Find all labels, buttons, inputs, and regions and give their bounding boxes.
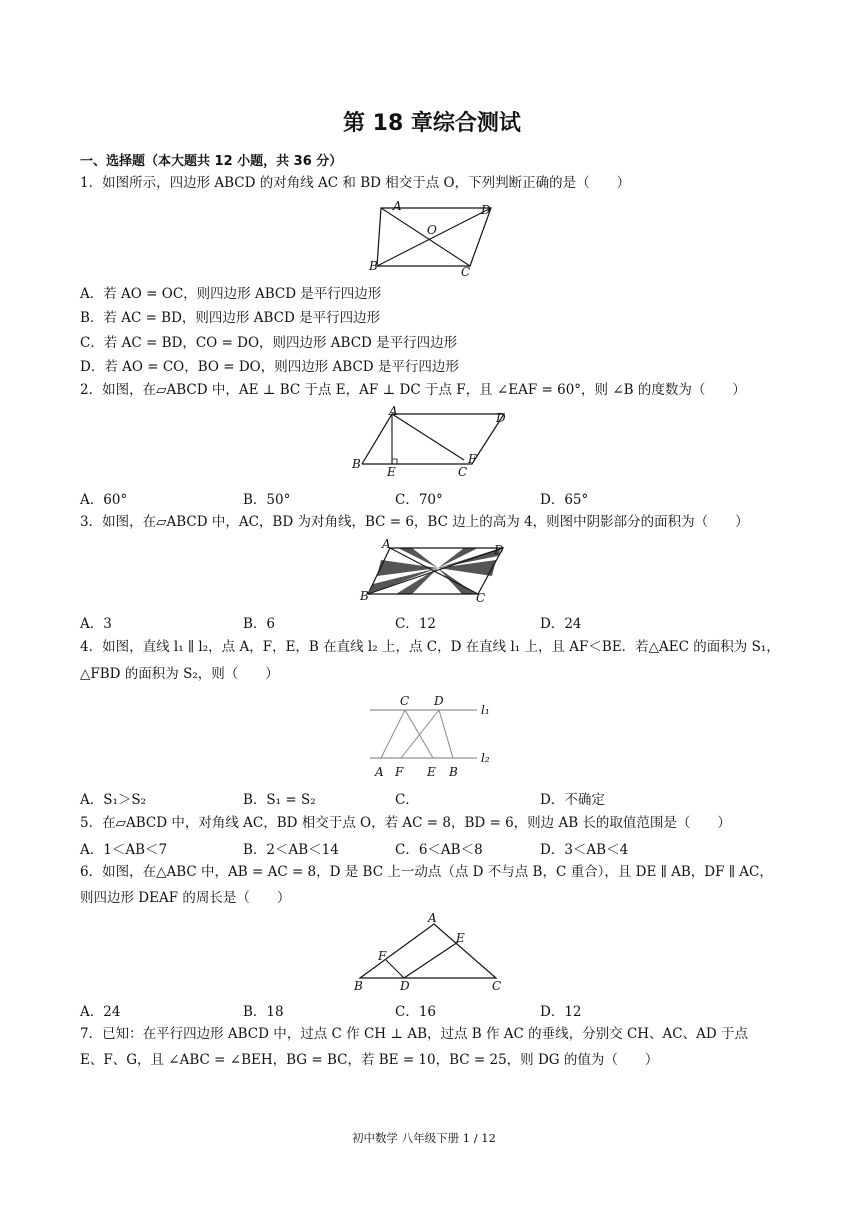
q6-option-a: A．24 bbox=[80, 1004, 121, 1020]
q1-option-d: D．若 AO = CO，BO = DO，则四边形 ABCD 是平行四边形 bbox=[80, 359, 459, 375]
q4-label-l1: l₁ bbox=[481, 703, 490, 717]
page-footer: 初中数学 八年级下册 1 / 12 bbox=[352, 1131, 496, 1145]
q5-option-c: C．6＜AB＜8 bbox=[395, 842, 483, 858]
q4-label-b: B bbox=[449, 765, 458, 779]
q7-stem-line2: E、F、G，且 ∠ABC = ∠BEH，BG = BC，若 BE = 10，BC = 25，则 DG 的值为（ ） bbox=[80, 1052, 659, 1068]
q1-label-d: D bbox=[481, 203, 491, 217]
q6-label-e: E bbox=[456, 931, 465, 945]
q4-option-d: D．不确定 bbox=[540, 792, 605, 808]
q6-stem-line2: 则四边形 DEAF 的周长是（ ） bbox=[80, 890, 291, 906]
q2-label-d: D bbox=[496, 411, 506, 425]
page-title: 第 18 章综合测试 bbox=[343, 111, 521, 136]
q5-stem: 5．在▱ABCD 中，对角线 AC，BD 相交于点 O，若 AC = 8，BD = 6，则边 AB 长的取值范围是（ ） bbox=[80, 815, 731, 831]
q2-label-a: A bbox=[389, 406, 398, 418]
q2-label-e: E bbox=[387, 465, 396, 479]
q6-stem-line1: 6．如图，在△ABC 中，AB = AC = 8，D 是 BC 上一动点（点 D 不与点 B，C 重合），且 DE ∥ AB，DF ∥ AC， bbox=[80, 864, 773, 880]
q1-option-a: A．若 AO = OC，则四边形 ABCD 是平行四边形 bbox=[80, 286, 382, 302]
q2-option-c: C．70° bbox=[395, 492, 443, 508]
q4-label-d: D bbox=[434, 694, 444, 708]
q4-label-e: E bbox=[427, 765, 436, 779]
q2-option-b: B．50° bbox=[243, 492, 291, 508]
q3-label-d: D bbox=[494, 543, 504, 557]
q6-figure bbox=[350, 910, 510, 995]
q2-label-c: C bbox=[458, 465, 468, 479]
q4-stem-line1: 4．如图，直线 l₁ ∥ l₂，点 A，F，E，B 在直线 l₂ 上，点 C，D 在直线 l₁ 上，且 AF＜BE．若△AEC 的面积为 S₁， bbox=[80, 639, 780, 655]
q4-figure bbox=[365, 690, 505, 780]
q5-option-b: B．2＜AB＜14 bbox=[243, 842, 339, 858]
q5-option-d: D．3＜AB＜4 bbox=[540, 842, 629, 858]
q2-label-b: B bbox=[352, 457, 361, 471]
q3-option-b: B．6 bbox=[243, 616, 276, 632]
q3-option-d: D．24 bbox=[540, 616, 582, 632]
q1-label-a: A bbox=[393, 199, 402, 213]
q2-figure bbox=[352, 406, 512, 481]
q6-option-c: C．16 bbox=[395, 1004, 437, 1020]
q4-option-b: B．S₁ = S₂ bbox=[243, 792, 316, 808]
q6-label-a: A bbox=[428, 911, 437, 925]
q4-option-a: A．S₁＞S₂ bbox=[80, 792, 147, 808]
q4-label-f: F bbox=[395, 765, 404, 779]
section-heading: 一、选择题（本大题共 12 小题，共 36 分） bbox=[80, 154, 343, 169]
q4-label-c: C bbox=[400, 694, 410, 708]
q1-figure bbox=[365, 198, 495, 278]
q4-stem-line2: △FBD 的面积为 S₂，则（ ） bbox=[80, 666, 279, 682]
q3-stem: 3．如图，在▱ABCD 中，AC，BD 为对角线，BC = 6，BC 边上的高为 4，则图中阴影部分的面积为（ ） bbox=[80, 514, 749, 530]
q7-stem-line1: 7．已知：在平行四边形 ABCD 中，过点 C 作 CH ⊥ AB，过点 B 作 AC 的垂线，分别交 CH、AC、AD 于点 bbox=[80, 1026, 748, 1042]
q4-option-c: C． bbox=[395, 792, 419, 808]
q5-option-a: A．1＜AB＜7 bbox=[80, 842, 168, 858]
q2-stem: 2．如图，在▱ABCD 中，AE ⊥ BC 于点 E，AF ⊥ DC 于点 F，且 ∠EAF = 60°，则 ∠B 的度数为（ ） bbox=[80, 382, 746, 398]
q6-label-b: B bbox=[354, 979, 363, 993]
q1-stem: 1．如图所示，四边形 ABCD 的对角线 AC 和 BD 相交于点 O，下列判断正确的是（ ） bbox=[80, 175, 631, 191]
q6-option-b: B．18 bbox=[243, 1004, 284, 1020]
q3-option-a: A．3 bbox=[80, 616, 112, 632]
q2-option-a: A．60° bbox=[80, 492, 128, 508]
q6-option-d: D．12 bbox=[540, 1004, 582, 1020]
q3-label-c: C bbox=[476, 591, 486, 605]
q6-label-f: F bbox=[378, 949, 387, 963]
q6-label-c: C bbox=[492, 979, 502, 993]
q1-label-b: B bbox=[369, 259, 378, 273]
q4-label-l2: l₂ bbox=[481, 751, 490, 765]
q3-label-b: B bbox=[360, 589, 369, 603]
q2-option-d: D．65° bbox=[540, 492, 589, 508]
q6-label-d: D bbox=[400, 979, 410, 993]
q1-label-o: O bbox=[427, 223, 437, 237]
q1-option-c: C．若 AC = BD，CO = DO，则四边形 ABCD 是平行四边形 bbox=[80, 335, 458, 351]
q3-option-c: C．12 bbox=[395, 616, 437, 632]
q1-label-c: C bbox=[461, 265, 471, 278]
q3-figure bbox=[358, 538, 508, 608]
q4-label-a: A bbox=[375, 765, 384, 779]
q2-label-f: F bbox=[468, 452, 477, 466]
q1-option-b: B．若 AC = BD，则四边形 ABCD 是平行四边形 bbox=[80, 310, 381, 326]
q3-label-a: A bbox=[382, 538, 391, 551]
